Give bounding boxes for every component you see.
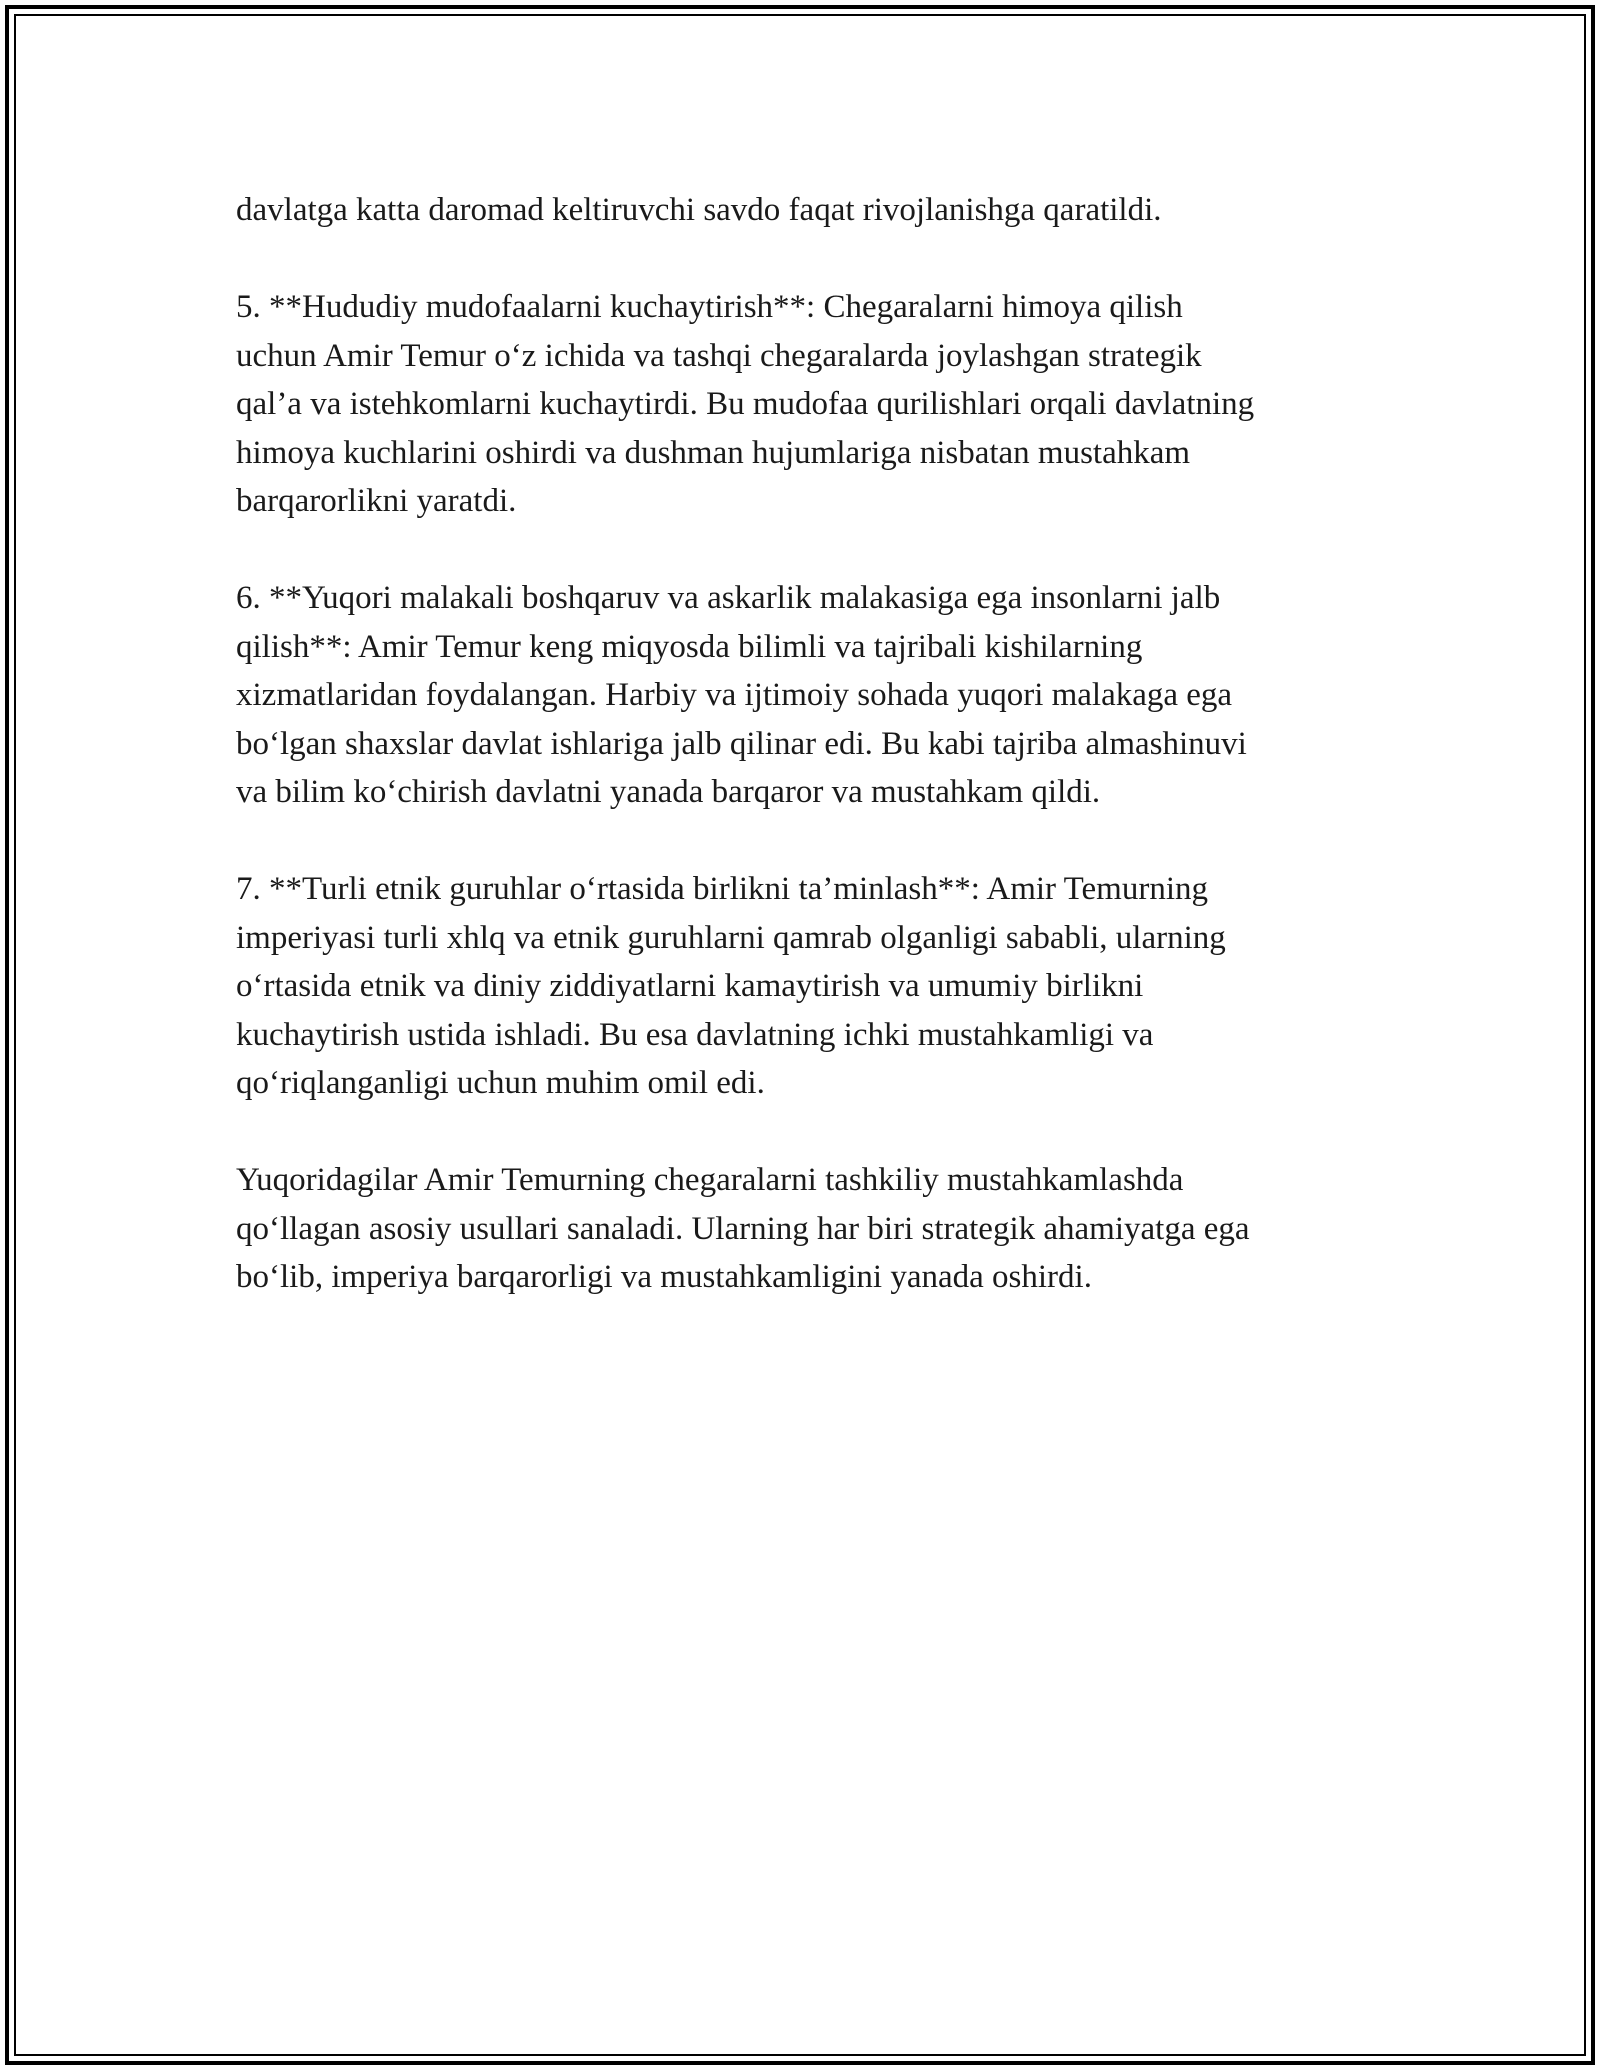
- text-line: qo‘riqlanganligi uchun muhim omil edi.: [236, 1065, 765, 1101]
- text-line: va bilim ko‘chirish davlatni yanada barqaror va mustahkam qildi.: [236, 774, 1101, 810]
- text-line: barqarorlikni yaratdi.: [236, 483, 517, 519]
- text-line: Yuqoridagilar Amir Temurning chegaralarni tashkiliy mustahkamlashda: [236, 1162, 1184, 1198]
- text-line: 6. **Yuqori malakali boshqaruv va askarlik malakasiga ega insonlarni jalb: [236, 580, 1221, 616]
- text-line: qal’a va istehkomlarni kuchaytirdi. Bu mudofaa qurilishlari orqali davlatning: [236, 386, 1255, 422]
- text-line: kuchaytirish ustida ishladi. Bu esa davlatning ichki mustahkamligi va: [236, 1016, 1154, 1053]
- text-line: xizmatlaridan foydalangan. Harbiy va ijtimoiy sohada yuqori malakaga ega: [236, 677, 1233, 713]
- paragraph-item-5: [236, 283, 1376, 526]
- text-line: 7. **Turli etnik guruhlar o‘rtasida birlikni ta’minlash**: Amir Temurning: [236, 871, 1209, 907]
- paragraph-item-7: [236, 865, 1376, 1108]
- text-line: davlatga katta daromad keltiruvchi savdo faqat rivojlanishga qaratildi.: [236, 192, 1162, 228]
- text-line: himoya kuchlarini oshirdi va dushman hujumlariga nisbatan mustahkam: [236, 434, 1191, 471]
- text-line: qilish**: Amir Temur keng miqyosda bilimli va tajribali kishilarning: [236, 628, 1143, 665]
- text-line: 5. **Hududiy mudofaalarni kuchaytirish**: Chegaralarni himoya qilish: [236, 289, 1183, 325]
- text-line: bo‘lgan shaxslar davlat ishlariga jalb qilinar edi. Bu kabi tajriba almashinuvi: [236, 725, 1247, 762]
- paragraph-continuation: [236, 186, 1376, 235]
- text-line: bo‘lib, imperiya barqarorligi va mustahkamligini yanada oshirdi.: [236, 1259, 1092, 1295]
- document-body: [236, 186, 1376, 1350]
- paragraph-conclusion: [236, 1156, 1376, 1302]
- text-line: imperiyasi turli xhlq va etnik guruhlarni qamrab olganligi sababli, ularning: [236, 919, 1226, 956]
- text-line: qo‘llagan asosiy usullari sanaladi. Ularning har biri strategik ahamiyatga ega: [236, 1210, 1250, 1247]
- text-line: uchun Amir Temur o‘z ichida va tashqi chegaralarda joylashgan strategik: [236, 337, 1202, 374]
- paragraph-item-6: [236, 574, 1376, 817]
- text-line: o‘rtasida etnik va diniy ziddiyatlarni kamaytirish va umumiy birlikni: [236, 968, 1144, 1004]
